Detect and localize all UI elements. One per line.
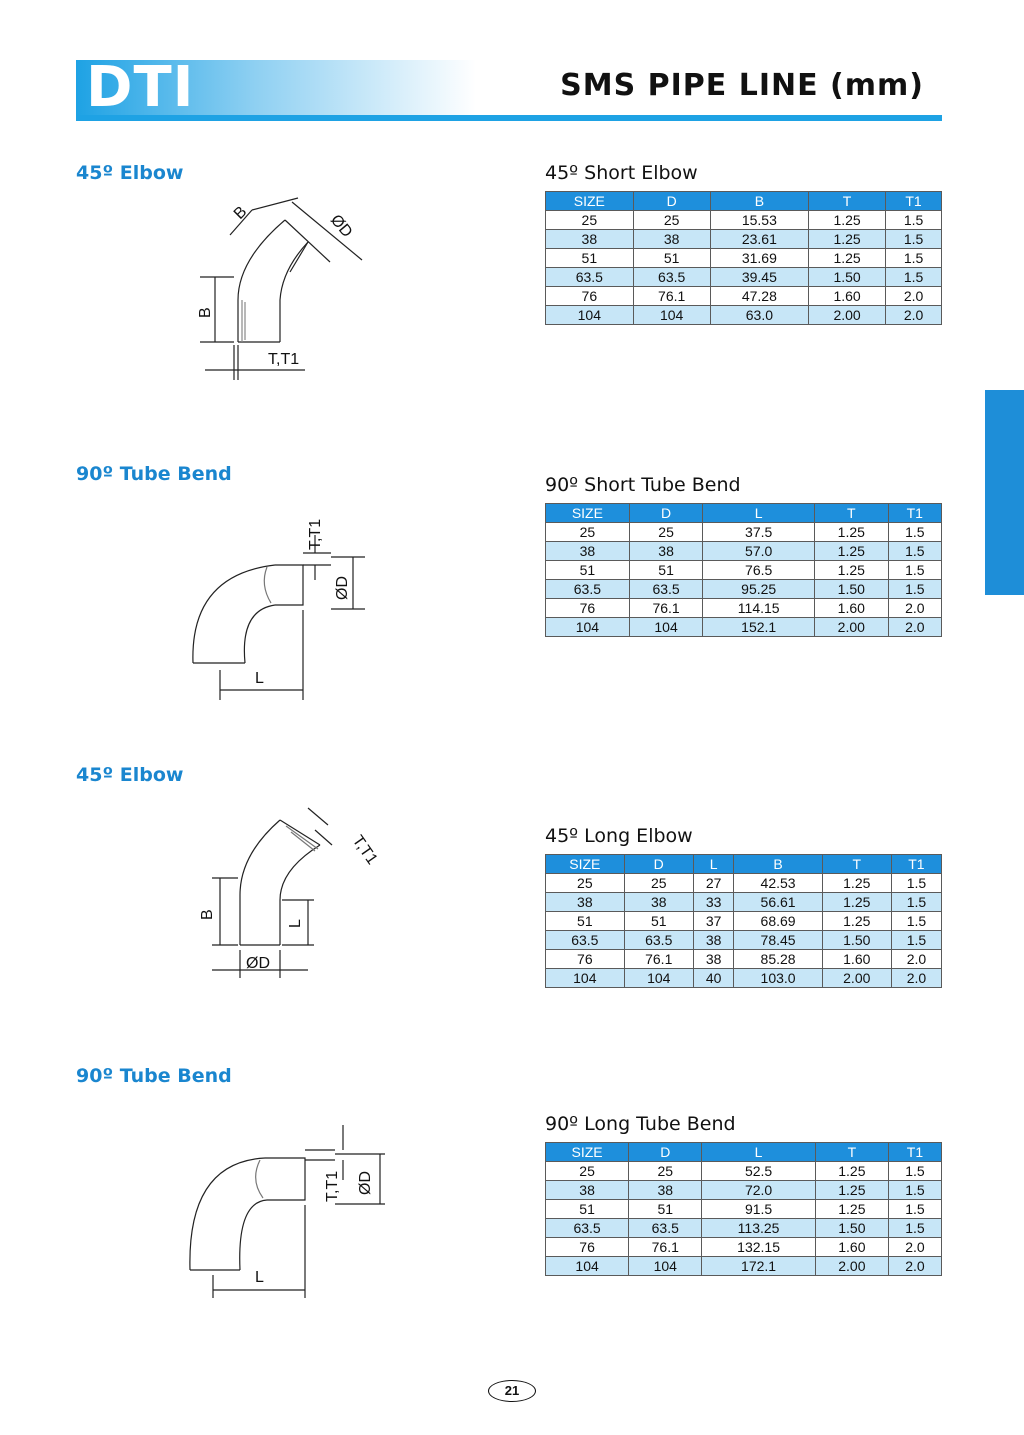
- column-header: SIZE: [546, 504, 630, 523]
- column-header: T: [809, 192, 886, 211]
- table-cell: 1.50: [815, 1219, 888, 1238]
- table-row: [546, 950, 942, 969]
- page-title: SMS PIPE LINE (mm): [560, 68, 924, 103]
- table-cell: 39.45: [710, 268, 808, 287]
- table-cell: 104: [624, 969, 693, 988]
- column-header: B: [710, 192, 808, 211]
- table-cell: 1.25: [822, 874, 891, 893]
- table-cell: 104: [546, 1257, 629, 1276]
- table-row: [546, 542, 942, 561]
- table-cell: 25: [629, 1162, 702, 1181]
- table-cell: 2.00: [822, 969, 891, 988]
- table-cell: 38: [629, 542, 703, 561]
- label-od: ØD: [246, 955, 270, 972]
- table-cell: 1.5: [888, 1219, 941, 1238]
- table-row: [546, 580, 942, 599]
- table-cell: 1.25: [822, 912, 891, 931]
- table-cell: 38: [629, 1181, 702, 1200]
- table-cell: 68.69: [734, 912, 822, 931]
- table-cell: 2.0: [888, 618, 941, 637]
- column-header: D: [624, 855, 693, 874]
- table-cell: 1.5: [886, 230, 942, 249]
- table-cell: 33: [693, 893, 734, 912]
- table-cell: 1.5: [888, 1181, 941, 1200]
- table-cell: 37: [693, 912, 734, 931]
- diagram-90-short-tube-bend: [185, 505, 385, 705]
- table-row: [546, 1181, 942, 1200]
- table-row: [546, 268, 942, 287]
- side-tab-marker: [985, 390, 1024, 595]
- table-cell: 25: [546, 211, 634, 230]
- table-row: [546, 561, 942, 580]
- table-cell: 25: [624, 874, 693, 893]
- table-cell: 1.50: [814, 580, 888, 599]
- table-cell: 72.0: [702, 1181, 815, 1200]
- table-cell: 1.50: [822, 931, 891, 950]
- table-cell: 113.25: [702, 1219, 815, 1238]
- table-cell: 63.5: [629, 580, 703, 599]
- table-cell: 15.53: [710, 211, 808, 230]
- diagram-45-short-elbow: [190, 190, 390, 385]
- column-header: T: [815, 1143, 888, 1162]
- section-title-45-elbow-long: 45º Elbow: [76, 764, 184, 786]
- table-title-90-long-tube-bend: 90º Long Tube Bend: [545, 1113, 736, 1135]
- column-header: T: [814, 504, 888, 523]
- table-cell: 76: [546, 1238, 629, 1257]
- table-cell: 1.25: [815, 1200, 888, 1219]
- table-cell: 51: [546, 912, 625, 931]
- label-od: ØD: [326, 211, 356, 241]
- table-cell: 1.25: [814, 542, 888, 561]
- table-cell: 2.0: [886, 287, 942, 306]
- table-row: [546, 1238, 942, 1257]
- table-cell: 104: [546, 306, 634, 325]
- table-cell: 23.61: [710, 230, 808, 249]
- table-cell: 25: [546, 1162, 629, 1181]
- table-cell: 25: [546, 874, 625, 893]
- table-cell: 91.5: [702, 1200, 815, 1219]
- table-cell: 2.0: [891, 969, 941, 988]
- table-cell: 76.5: [703, 561, 815, 580]
- table-cell: 51: [624, 912, 693, 931]
- section-title-90-tube-bend-short: 90º Tube Bend: [76, 463, 232, 485]
- table-cell: 1.25: [822, 893, 891, 912]
- table-cell: 51: [546, 249, 634, 268]
- label-l: L: [255, 1269, 264, 1286]
- table-row: [546, 618, 942, 637]
- table-cell: 37.5: [703, 523, 815, 542]
- table-cell: 63.5: [624, 931, 693, 950]
- column-header: L: [703, 504, 815, 523]
- table-cell: 1.5: [888, 1200, 941, 1219]
- table-header-row: [546, 192, 942, 211]
- table-cell: 76.1: [629, 599, 703, 618]
- table-cell: 2.00: [809, 306, 886, 325]
- table-cell: 1.5: [886, 249, 942, 268]
- table-cell: 1.60: [822, 950, 891, 969]
- table-cell: 76.1: [629, 1238, 702, 1257]
- table-cell: 38: [693, 950, 734, 969]
- table-cell: 51: [546, 1200, 629, 1219]
- table-cell: 114.15: [703, 599, 815, 618]
- label-l: L: [287, 919, 304, 928]
- table-cell: 57.0: [703, 542, 815, 561]
- header-rule: [76, 115, 942, 121]
- table-cell: 2.0: [888, 1238, 941, 1257]
- column-header: D: [629, 1143, 702, 1162]
- table-cell: 25: [633, 211, 710, 230]
- table-cell: 76.1: [633, 287, 710, 306]
- table-row: [546, 306, 942, 325]
- table-row: [546, 1219, 942, 1238]
- table-cell: 76: [546, 599, 630, 618]
- table-cell: 38: [546, 230, 634, 249]
- column-header: T1: [891, 855, 941, 874]
- table-cell: 38: [693, 931, 734, 950]
- table-cell: 172.1: [702, 1257, 815, 1276]
- table-cell: 56.61: [734, 893, 822, 912]
- column-header: SIZE: [546, 192, 634, 211]
- column-header: L: [702, 1143, 815, 1162]
- section-title-90-tube-bend-long: 90º Tube Bend: [76, 1065, 232, 1087]
- table-cell: 1.5: [891, 912, 941, 931]
- table-cell: 63.5: [546, 580, 630, 599]
- table-cell: 1.5: [886, 268, 942, 287]
- column-header: SIZE: [546, 1143, 629, 1162]
- label-l: L: [255, 670, 264, 687]
- table-cell: 104: [629, 1257, 702, 1276]
- table-90-short-tube-bend: [545, 503, 942, 637]
- table-row: [546, 599, 942, 618]
- table-cell: 76.1: [624, 950, 693, 969]
- label-t-t1: T,T1: [324, 1170, 341, 1202]
- table-cell: 40: [693, 969, 734, 988]
- table-row: [546, 912, 942, 931]
- label-od: ØD: [334, 576, 351, 600]
- table-cell: 51: [629, 561, 703, 580]
- table-cell: 1.25: [809, 249, 886, 268]
- column-header: T1: [888, 504, 941, 523]
- table-cell: 104: [546, 969, 625, 988]
- table-cell: 85.28: [734, 950, 822, 969]
- table-cell: 51: [629, 1200, 702, 1219]
- table-cell: 63.0: [710, 306, 808, 325]
- table-header-row: [546, 504, 942, 523]
- table-cell: 104: [629, 618, 703, 637]
- table-cell: 104: [546, 618, 630, 637]
- table-row: [546, 523, 942, 542]
- label-t-t1: T,T1: [348, 832, 381, 868]
- table-cell: 1.25: [815, 1181, 888, 1200]
- table-row: [546, 1162, 942, 1181]
- table-cell: 38: [546, 542, 630, 561]
- table-cell: 1.5: [891, 893, 941, 912]
- column-header: T1: [888, 1143, 941, 1162]
- table-cell: 78.45: [734, 931, 822, 950]
- table-row: [546, 893, 942, 912]
- table-cell: 63.5: [629, 1219, 702, 1238]
- table-cell: 52.5: [702, 1162, 815, 1181]
- label-t-t1: T,T1: [307, 518, 324, 550]
- table-cell: 152.1: [703, 618, 815, 637]
- table-90-long-tube-bend: [545, 1142, 942, 1276]
- column-header: T1: [886, 192, 942, 211]
- table-cell: 63.5: [546, 268, 634, 287]
- table-title-90-short-tube-bend: 90º Short Tube Bend: [545, 474, 741, 496]
- table-row: [546, 1257, 942, 1276]
- table-cell: 38: [633, 230, 710, 249]
- section-title-45-elbow-short: 45º Elbow: [76, 162, 184, 184]
- table-cell: 95.25: [703, 580, 815, 599]
- table-cell: 1.5: [888, 580, 941, 599]
- table-cell: 1.5: [888, 561, 941, 580]
- table-cell: 1.25: [809, 211, 886, 230]
- table-45-short-elbow: [545, 191, 942, 325]
- table-cell: 51: [546, 561, 630, 580]
- table-row: [546, 969, 942, 988]
- table-cell: 51: [633, 249, 710, 268]
- table-cell: 47.28: [710, 287, 808, 306]
- diagram-90-long-tube-bend: [185, 1120, 390, 1305]
- table-header-row: [546, 1143, 942, 1162]
- table-cell: 1.25: [814, 523, 888, 542]
- table-cell: 2.0: [886, 306, 942, 325]
- page-number: 21: [488, 1380, 536, 1402]
- table-cell: 38: [546, 1181, 629, 1200]
- table-cell: 132.15: [702, 1238, 815, 1257]
- column-header: SIZE: [546, 855, 625, 874]
- label-b: B: [199, 909, 216, 920]
- table-row: [546, 230, 942, 249]
- brand-logo: DTI: [86, 55, 195, 120]
- table-cell: 1.5: [888, 542, 941, 561]
- table-cell: 1.25: [809, 230, 886, 249]
- table-cell: 104: [633, 306, 710, 325]
- table-cell: 25: [629, 523, 703, 542]
- table-cell: 76: [546, 287, 634, 306]
- table-row: [546, 287, 942, 306]
- column-header: B: [734, 855, 822, 874]
- table-cell: 1.5: [888, 1162, 941, 1181]
- table-cell: 1.60: [815, 1238, 888, 1257]
- label-b-side: B: [197, 307, 214, 318]
- table-cell: 2.0: [888, 1257, 941, 1276]
- table-cell: 2.0: [891, 950, 941, 969]
- table-row: [546, 1200, 942, 1219]
- column-header: T: [822, 855, 891, 874]
- table-cell: 63.5: [633, 268, 710, 287]
- column-header: D: [633, 192, 710, 211]
- table-cell: 1.5: [891, 931, 941, 950]
- table-cell: 1.25: [814, 561, 888, 580]
- table-cell: 63.5: [546, 931, 625, 950]
- table-cell: 76: [546, 950, 625, 969]
- table-45-long-elbow: [545, 854, 942, 988]
- table-cell: 2.00: [815, 1257, 888, 1276]
- diagram-45-long-elbow: [190, 800, 390, 990]
- table-cell: 2.00: [814, 618, 888, 637]
- table-row: [546, 211, 942, 230]
- table-cell: 1.50: [809, 268, 886, 287]
- label-b-top: B: [230, 203, 251, 223]
- table-cell: 1.5: [886, 211, 942, 230]
- table-cell: 31.69: [710, 249, 808, 268]
- table-title-45-short-elbow: 45º Short Elbow: [545, 162, 698, 184]
- column-header: D: [629, 504, 703, 523]
- table-cell: 1.60: [809, 287, 886, 306]
- table-row: [546, 931, 942, 950]
- table-cell: 103.0: [734, 969, 822, 988]
- table-cell: 2.0: [888, 599, 941, 618]
- table-cell: 1.25: [815, 1162, 888, 1181]
- column-header: L: [693, 855, 734, 874]
- table-cell: 27: [693, 874, 734, 893]
- table-cell: 25: [546, 523, 630, 542]
- table-cell: 38: [546, 893, 625, 912]
- table-cell: 42.53: [734, 874, 822, 893]
- table-row: [546, 874, 942, 893]
- table-cell: 38: [624, 893, 693, 912]
- table-row: [546, 249, 942, 268]
- label-t-t1: T,T1: [268, 351, 300, 368]
- table-title-45-long-elbow: 45º Long Elbow: [545, 825, 693, 847]
- table-cell: 1.5: [891, 874, 941, 893]
- label-od: ØD: [357, 1171, 374, 1195]
- table-cell: 1.5: [888, 523, 941, 542]
- table-cell: 1.60: [814, 599, 888, 618]
- table-cell: 63.5: [546, 1219, 629, 1238]
- table-header-row: [546, 855, 942, 874]
